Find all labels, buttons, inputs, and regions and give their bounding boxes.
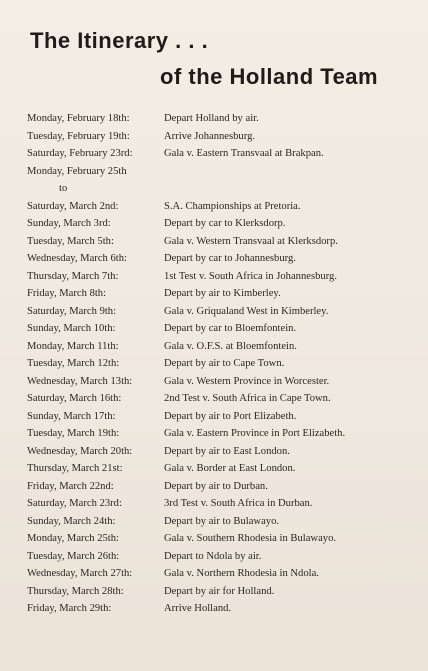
itinerary-event: 2nd Test v. South Africa in Cape Town. [164, 393, 331, 404]
itinerary-date: Friday, March 29th: [27, 603, 112, 614]
itinerary-date: Wednesday, March 27th: [27, 568, 133, 579]
itinerary-list [27, 110, 422, 618]
itinerary-row [27, 373, 422, 391]
itinerary-row [27, 408, 422, 426]
itinerary-date: Wednesday, March 13th: [27, 375, 133, 387]
itinerary-date: Wednesday, March 20th: [27, 445, 133, 457]
itinerary-date: Saturday, March 23rd: [27, 498, 122, 509]
itinerary-row [27, 110, 422, 128]
itinerary-date: Tuesday, March 26th: [27, 550, 120, 562]
itinerary-event: Gala v. Southern Rhodesia in Bulawayo. [164, 533, 337, 544]
itinerary-date: Tuesday, March 5th: [27, 235, 114, 247]
itinerary-date: Sunday, March 24th: [27, 515, 116, 527]
itinerary-row [27, 355, 422, 373]
itinerary-row [27, 233, 422, 251]
itinerary-row [27, 145, 422, 163]
itinerary-date: Tuesday, March 19th: [27, 428, 120, 439]
itinerary-row [27, 425, 422, 443]
itinerary-event: Depart by car to Klerksdorp. [164, 218, 286, 229]
itinerary-row [27, 198, 422, 216]
itinerary-event: Depart by air to East London. [164, 445, 290, 457]
itinerary-row [27, 128, 422, 146]
itinerary-event: S.A. Championships at Pretoria. [164, 200, 301, 212]
itinerary-date: Saturday, February 23rd: [27, 148, 133, 159]
itinerary-event: Depart by air to Kimberley. [164, 288, 281, 299]
itinerary-date: Sunday, March 10th: [27, 323, 116, 334]
itinerary-date: Saturday, March 2nd: [27, 200, 119, 212]
itinerary-row [27, 600, 422, 618]
itinerary-date: Sunday, March 17th: [27, 410, 116, 422]
itinerary-event: Depart by air to Bulawayo. [164, 515, 280, 527]
itinerary-date: Tuesday, February 19th: [27, 130, 130, 142]
itinerary-event: Depart by car to Johannesburg. [164, 253, 296, 264]
itinerary-event: Depart by car to Bloemfontein. [164, 323, 297, 334]
itinerary-row [27, 215, 422, 233]
itinerary-row [27, 583, 422, 601]
page-title: The Itinerary . . . [30, 28, 209, 53]
itinerary-event: Depart by air to Cape Town. [164, 358, 285, 369]
itinerary-date: Thursday, March 28th: [27, 585, 124, 597]
itinerary-row [27, 268, 422, 286]
itinerary-date: Monday, February 18th: [27, 113, 130, 124]
itinerary-event: Gala v. O.F.S. at Bloemfontein. [164, 340, 297, 352]
itinerary-row [27, 565, 422, 583]
itinerary-row [27, 460, 422, 478]
itinerary-date: Sunday, March 3rd: [27, 218, 111, 229]
page-subtitle: of the Holland Team [160, 64, 379, 89]
itinerary-event: Depart by air to Port Elizabeth. [164, 410, 297, 422]
itinerary-row [27, 513, 422, 531]
itinerary-row [27, 320, 422, 338]
itinerary-row [27, 495, 422, 513]
itinerary-event: Arrive Holland. [164, 603, 232, 614]
itinerary-row [27, 390, 422, 408]
itinerary-date: Friday, March 22nd: [27, 480, 114, 492]
itinerary-event: Arrive Johannesburg. [164, 130, 256, 142]
itinerary-event: Gala v. Northern Rhodesia in Ndola. [164, 568, 319, 579]
itinerary-row [27, 180, 422, 198]
itinerary-date: Monday, March 25th: [27, 533, 119, 544]
itinerary-row [27, 478, 422, 496]
itinerary-event: Gala v. Griqualand West in Kimberley. [164, 305, 329, 317]
itinerary-row [27, 530, 422, 548]
itinerary-event: Gala v. Eastern Province in Port Elizabeth. [164, 428, 346, 439]
itinerary-row [27, 548, 422, 566]
itinerary-date: Friday, March 8th: [27, 288, 107, 299]
itinerary-row [27, 163, 422, 181]
itinerary-event: Depart by air for Holland. [164, 585, 275, 597]
itinerary-row [27, 250, 422, 268]
itinerary-date: Thursday, March 21st: [27, 463, 123, 474]
itinerary-date: to [59, 183, 68, 194]
itinerary-event: Gala v. Western Province in Worcester. [164, 375, 330, 387]
itinerary-date: Monday, March 11th: [27, 340, 119, 352]
itinerary-date: Saturday, March 9th: [27, 305, 117, 317]
itinerary-date: Thursday, March 7th: [27, 270, 119, 282]
itinerary-event: Depart by air to Durban. [164, 480, 268, 492]
itinerary-date: Saturday, March 16th: [27, 393, 122, 404]
itinerary-event: 1st Test v. South Africa in Johannesburg. [164, 270, 337, 282]
itinerary-event: Depart Holland by air. [164, 113, 259, 124]
itinerary-row [27, 285, 422, 303]
itinerary-row [27, 303, 422, 321]
itinerary-row [27, 443, 422, 461]
itinerary-date: Wednesday, March 6th: [27, 253, 127, 264]
itinerary-event: Gala v. Border at East London. [164, 463, 296, 474]
itinerary-date: Tuesday, March 12th: [27, 358, 120, 369]
itinerary-event: 3rd Test v. South Africa in Durban. [164, 498, 313, 509]
itinerary-date: Monday, February 25th [27, 165, 127, 177]
itinerary-event: Gala v. Eastern Transvaal at Brakpan. [164, 148, 324, 159]
itinerary-event: Depart to Ndola by air. [164, 550, 262, 562]
itinerary-row [27, 338, 422, 356]
itinerary-event: Gala v. Western Transvaal at Klerksdorp. [164, 235, 338, 247]
